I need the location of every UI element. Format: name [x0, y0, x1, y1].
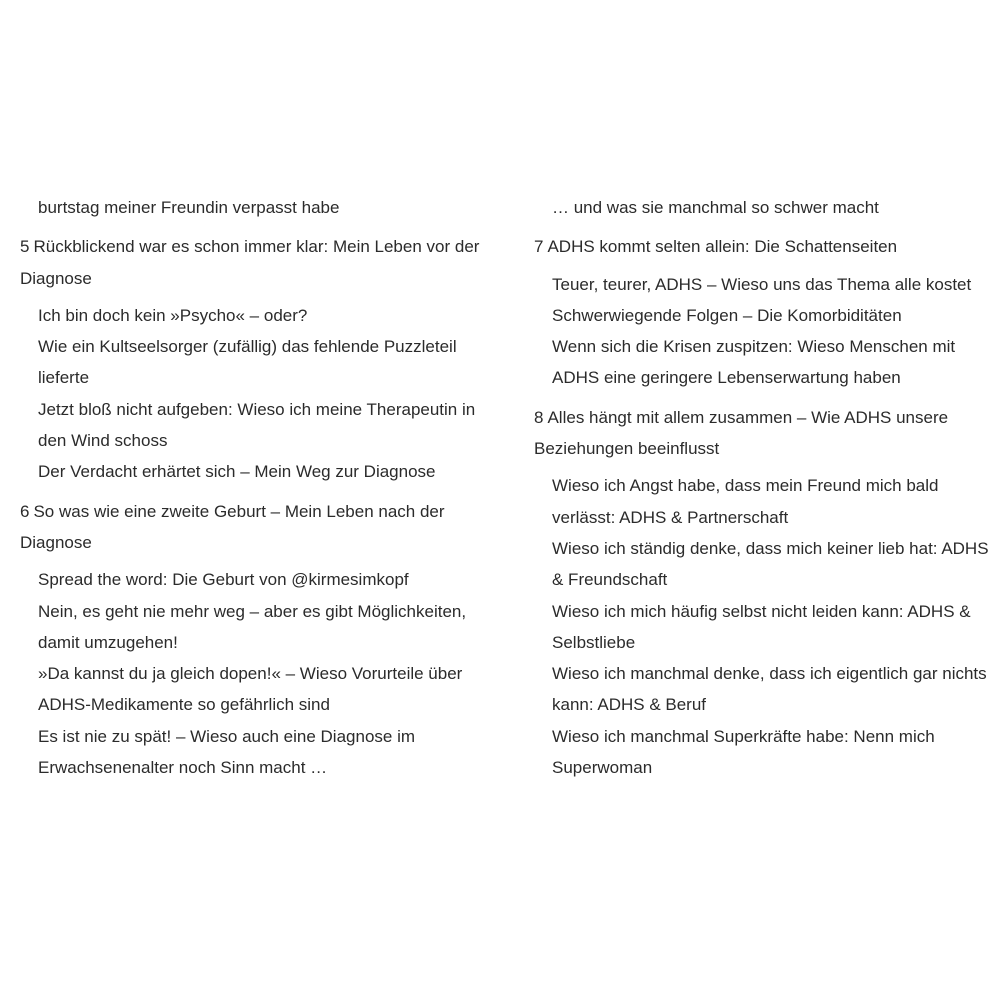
toc-continuation-line: … und was sie manchmal so schwer macht: [552, 198, 879, 217]
toc-right-column: [534, 192, 1000, 783]
subchapter-list: [534, 269, 1000, 394]
toc-chapter-7: [534, 231, 1000, 393]
subchapter-item[interactable]: »Da kannst du ja gleich dopen!« – Wieso Vorurteile über ADHS-Medikamente so gefährlich sind: [38, 664, 463, 715]
subchapter-list: [20, 300, 490, 488]
subchapter-item[interactable]: Es ist nie zu spät! – Wieso auch eine Diagnose im Erwachsenenalter noch Sinn macht …: [38, 726, 416, 778]
chapter-title: Alles hängt mit allem zusammen – Wie ADHS unsere Beziehungen beeinflusst: [534, 407, 949, 459]
toc-chapter-5: [20, 231, 490, 487]
chapter-heading[interactable]: [20, 496, 490, 559]
subchapter-item[interactable]: Spread the word: Die Geburt von @kirmesimkopf: [38, 570, 409, 590]
subchapter-item[interactable]: Ich bin doch kein »Psycho« – oder?: [38, 305, 308, 325]
toc-chapter-6: [20, 496, 490, 784]
subchapter-item[interactable]: Der Verdacht erhärtet sich – Mein Weg zur Diagnose: [38, 462, 436, 482]
subchapter-list: [534, 470, 1000, 783]
chapter-number: 8: [534, 407, 544, 427]
subchapter-item[interactable]: Wieso ich ständig denke, dass mich keiner lieb hat: ADHS & Freundschaft: [552, 538, 989, 590]
chapter-number: 6: [20, 501, 30, 521]
toc-left-column: [20, 192, 490, 783]
subchapter-item[interactable]: Nein, es geht nie mehr weg – aber es gibt Möglichkeiten, damit umzugehen!: [38, 601, 467, 652]
chapter-title: So was wie eine zweite Geburt – Mein Leben nach der Diagnose: [20, 501, 445, 552]
chapter-title: Rückblickend war es schon immer klar: Mein Leben vor der Diagnose: [20, 237, 480, 288]
chapter-heading[interactable]: [534, 402, 1000, 465]
subchapter-item[interactable]: Wie ein Kultseelsorger (zufällig) das fehlende Puzzleteil lieferte: [38, 337, 457, 388]
subchapter-item[interactable]: Jetzt bloß nicht aufgeben: Wieso ich meine Therapeutin in den Wind schoss: [38, 399, 476, 451]
toc-continuation-line: burtstag meiner Freundin verpasst habe: [38, 198, 340, 217]
chapter-number: 5: [20, 237, 30, 257]
chapter-number: 7: [534, 237, 544, 257]
subchapter-item[interactable]: Wenn sich die Krisen zuspitzen: Wieso Menschen mit ADHS eine geringere Lebenserwartung haben: [552, 337, 956, 388]
subchapter-item[interactable]: Wieso ich mich häufig selbst nicht leiden kann: ADHS & Selbstliebe: [552, 601, 971, 652]
chapter-heading[interactable]: [20, 231, 490, 294]
subchapter-item[interactable]: Wieso ich Angst habe, dass mein Freund mich bald verlässt: ADHS & Partnerschaft: [552, 476, 939, 527]
chapter-title: ADHS kommt selten allein: Die Schattenseiten: [547, 237, 898, 257]
toc-chapter-8: [534, 402, 1000, 784]
subchapter-item[interactable]: Wieso ich manchmal Superkräfte habe: Nenn mich Superwoman: [552, 726, 935, 778]
subchapter-list: [20, 564, 490, 783]
subchapter-item[interactable]: Schwerwiegende Folgen – Die Komorbiditäten: [552, 305, 902, 325]
subchapter-item[interactable]: Wieso ich manchmal denke, dass ich eigentlich gar nichts kann: ADHS & Beruf: [552, 664, 987, 715]
chapter-heading[interactable]: [534, 231, 1000, 262]
subchapter-item[interactable]: Teuer, teurer, ADHS – Wieso uns das Thema alle kostet: [552, 274, 972, 294]
